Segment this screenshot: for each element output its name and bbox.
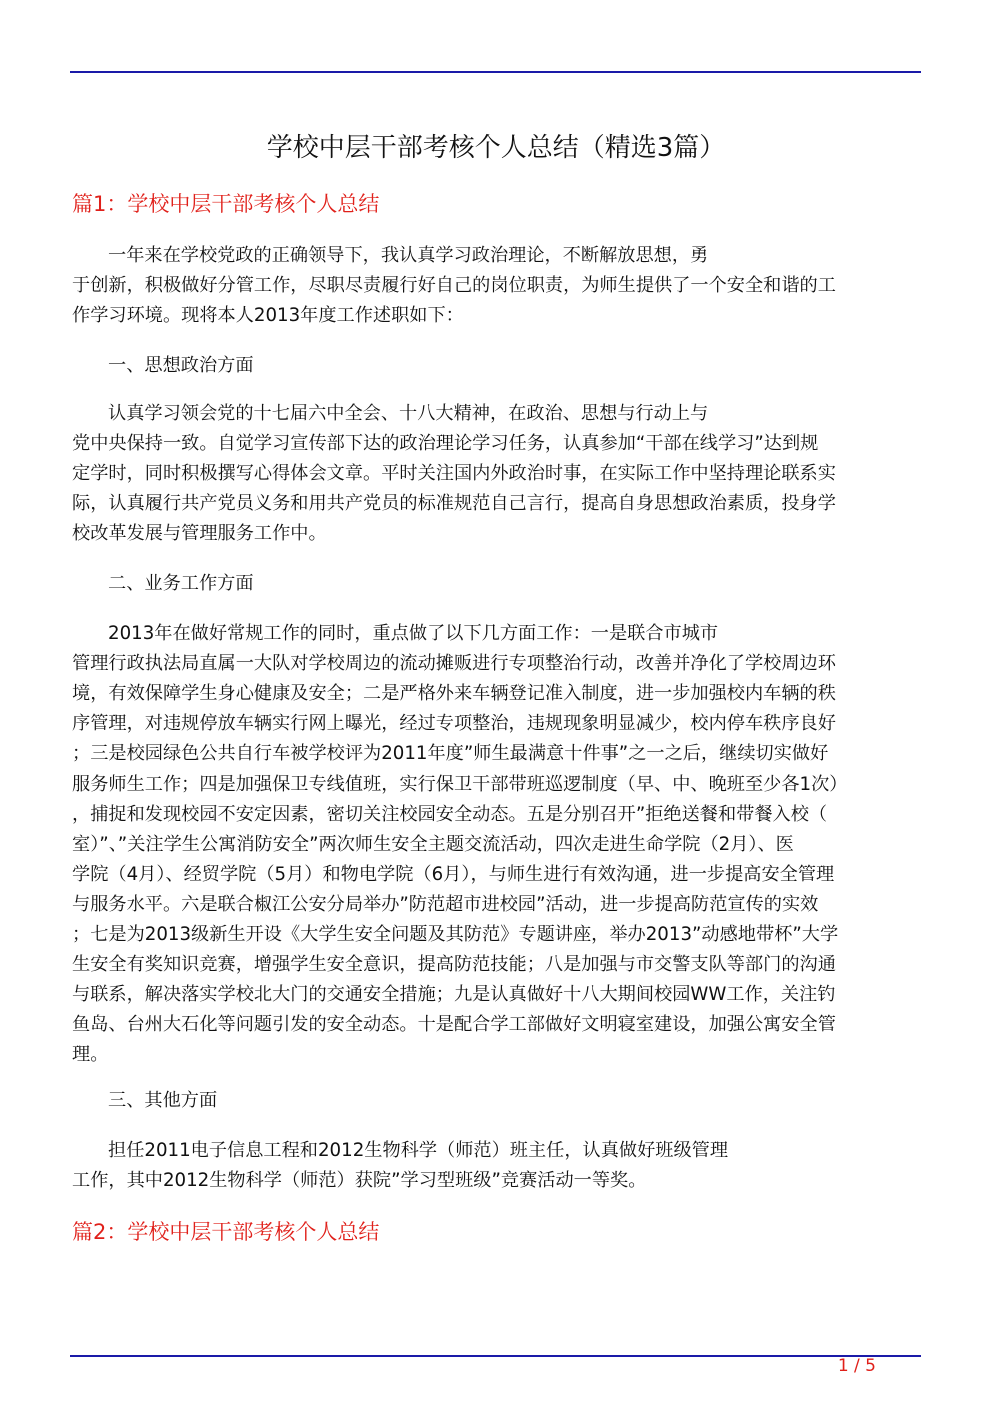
header-rule	[70, 71, 921, 73]
heading-business-work: 二、业务工作方面	[108, 573, 254, 594]
section-1-title: 篇1：学校中层干部考核个人总结	[72, 192, 380, 216]
para-line: ，捕捉和发现校园不安定因素，密切关注校园安全动态。五是分别召开”拒绝送餐和带餐入校（	[72, 803, 828, 825]
para-line: 定学时，同时积极撰写心得体会文章。平时关注国内外政治时事，在实际工作中坚持理论联系实	[72, 463, 836, 485]
para-line: 管理行政执法局直属一大队对学校周边的流动摊贩进行专项整治行动，改善并净化了学校周边环	[72, 653, 836, 675]
footer-rule	[70, 1355, 921, 1357]
para-line: 与联系，解决落实学校北大门的交通安全措施；九是认真做好十八大期间校园WW工作，关注钓	[72, 984, 836, 1006]
intro-line: 于创新，积极做好分管工作，尽职尽责履行好自己的岗位职责，为师生提供了一个安全和谐的工	[72, 275, 836, 297]
para-line: 序管理，对违规停放车辆实行网上曝光，经过专项整治，违规现象明显减少，校内停车秩序良好	[72, 713, 836, 735]
para-line: ；七是为2013级新生开设《大学生安全问题及其防范》专题讲座，举办2013”动感地带杯”大学	[72, 924, 839, 945]
intro-line: 一年来在学校党政的正确领导下，我认真学习政治理论，不断解放思想，勇	[108, 245, 709, 266]
page-number: 1 / 5	[837, 1356, 876, 1376]
para-line: 认真学习领会党的十七届六中全会、十八大精神，在政治、思想与行动上与	[108, 403, 709, 424]
heading-thought-politics: 一、思想政治方面	[108, 355, 254, 376]
section-2-title: 篇2：学校中层干部考核个人总结	[72, 1220, 380, 1244]
para-line: 党中央保持一致。自觉学习宣传部下达的政治理论学习任务，认真参加“干部在线学习”达到规	[72, 433, 819, 455]
para-line: 服务师生工作；四是加强保卫专线值班，实行保卫干部带班巡逻制度（早、中、晚班至少各1次）	[72, 773, 848, 795]
para-line: 担任2011电子信息工程和2012生物科学（师范）班主任，认真做好班级管理	[108, 1140, 729, 1161]
para-line: 境，有效保障学生身心健康及安全；二是严格外来车辆登记准入制度，进一步加强校内车辆的秩	[72, 683, 836, 705]
para-line: 鱼岛、台州大石化等问题引发的安全动态。十是配合学工部做好文明寝室建设，加强公寓安全管	[72, 1014, 836, 1036]
para-line: 际，认真履行共产党员义务和用共产党员的标准规范自己言行，提高自身思想政治素质，投身学	[72, 493, 836, 515]
para-line: 与服务水平。六是联合椒江公安分局举办”防范超市进校园”活动，进一步提高防范宣传的实效	[72, 893, 819, 915]
intro-line: 作学习环境。现将本人2013年度工作述职如下：	[72, 305, 464, 327]
document-title: 学校中层干部考核个人总结（精选3篇）	[266, 133, 726, 163]
para-line: 2013年在做好常规工作的同时，重点做了以下几方面工作：一是联合市城市	[108, 623, 719, 644]
para-line: 工作，其中2012生物科学（师范）获院”学习型班级”竞赛活动一等奖。	[72, 1170, 647, 1192]
para-line: 理。	[72, 1044, 109, 1066]
para-line: 校改革发展与管理服务工作中。	[72, 523, 327, 545]
heading-other: 三、其他方面	[108, 1090, 218, 1111]
para-line: ；三是校园绿色公共自行车被学校评为2011年度”师生最满意十件事”之一之后，继续切实做好	[72, 743, 829, 765]
para-line: 生安全有奖知识竞赛，增强学生安全意识，提高防范技能；八是加强与市交警支队等部门的沟通	[72, 954, 836, 976]
para-line: 学院（4月）、经贸学院（5月）和物电学院（6月），与师生进行有效沟通，进一步提高安全管理	[72, 863, 835, 885]
para-line: 室）”、”关注学生公寓消防安全”两次师生安全主题交流活动，四次走进生命学院（2月）、医	[72, 833, 794, 855]
